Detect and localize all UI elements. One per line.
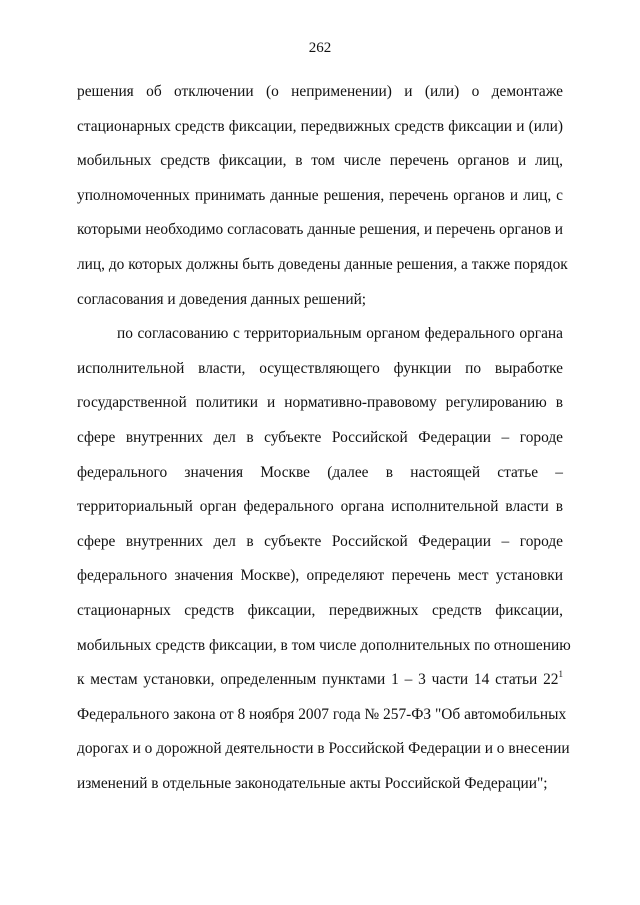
paragraph-1 [77,75,568,317]
text-line: мобильных средств фиксации, в том числе дополнительных по отношению [77,636,571,654]
text-line: сфере внутренних дел в субъекте Российской Федерации – городе [77,532,563,550]
page-number: 262 [308,40,332,56]
superscript: 1 [558,669,563,680]
text-fragment: к местам установки, определенным пунктами 1 – 3 части 14 статьи 22 [77,671,559,689]
text-line: дорогах и о дорожной деятельности в Российской Федерации и о внесении [77,740,570,758]
text-line: федерального значения Москве), определяют перечень мест установки [77,567,563,585]
text-line: изменений в отдельные законодательные акты Российской Федерации"; [77,774,548,792]
text-line: федерального значения Москве (далее в настоящей статье – [77,463,563,481]
text-line: Федерального закона от 8 ноября 2007 года № 257-ФЗ "Об автомобильных [77,705,567,723]
text-line: по согласованию с территориальным органом федерального органа [117,325,563,343]
text-line: мобильных средств фиксации, в том числе перечень органов и лиц, [77,152,563,170]
text-line: сфере внутренних дел в субъекте Российской Федерации – городе [77,428,563,446]
text-line-with-superscript [77,663,563,698]
text-line: лиц, до которых должны быть доведены данные решения, а также порядок [77,255,568,273]
text-line: которыми необходимо согласовать данные решения, и перечень органов и [77,221,563,239]
text-line: уполномоченных принимать данные решения, перечень органов и лиц, с [77,186,563,204]
text-line: стационарных средств фиксации, передвижных средств фиксации, [77,601,563,619]
paragraph-2 [77,317,571,801]
text-line: решения об отключении (о неприменении) и (или) о демонтаже [77,83,563,100]
text-line: исполнительной власти, осуществляющего функции по выработке [77,359,563,377]
text-line: согласования и доведения данных решений; [77,290,367,308]
text-line: стационарных средств фиксации, передвижных средств фиксации и (или) [77,117,563,135]
text-line: территориальный орган федерального органа исполнительной власти в [77,498,563,516]
text-line: государственной политики и нормативно-правовому регулированию в [77,394,563,412]
document-body [77,75,571,801]
